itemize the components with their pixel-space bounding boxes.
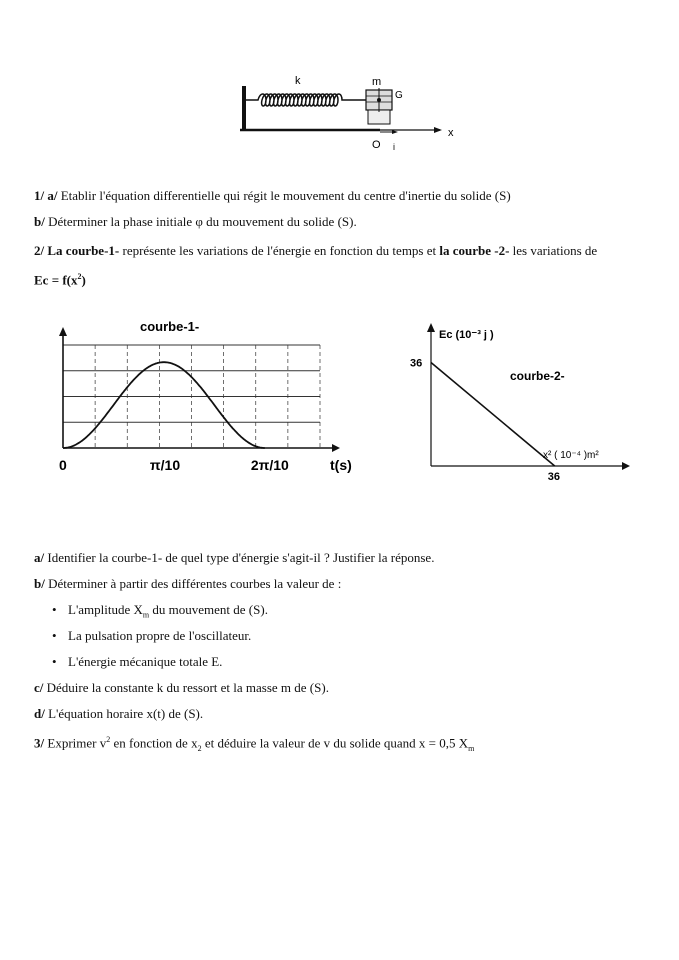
q1b-phi: φ [195, 214, 203, 229]
q3-number: 3/ [34, 735, 45, 751]
q1a-text: Etablir l'équation differentielle qui régit le mouvement du centre d'inertie du solide (S) [60, 188, 511, 203]
x-tick-label: 0 [59, 457, 67, 473]
q2b-text: Déterminer à partir des différentes courbes la valeur de : [48, 576, 342, 591]
chart-title: courbe-1- [140, 319, 200, 334]
x-axis-label: t(s) [330, 457, 352, 473]
q2d-number: d/ [34, 706, 45, 721]
bullet-pulsation: • La pulsation propre de l'oscillateur. [52, 628, 252, 643]
q2b [34, 575, 341, 592]
series-line-energie [63, 362, 265, 448]
q2a-number: a/ [34, 550, 45, 565]
x-tick-label: π/10 [149, 457, 181, 473]
q2-statement [34, 242, 597, 259]
chart-courbe-1 [45, 315, 375, 480]
q2b-number: b/ [34, 576, 45, 591]
q1a [34, 187, 511, 204]
q2-ec-equation: $Ec = f(x^2)$ [34, 272, 86, 288]
q2-text-1: représente les variations de l'énergie en fonction du temps et [122, 243, 437, 258]
q2-text-2: les variations de [512, 243, 598, 258]
chart-courbe-2 [395, 318, 645, 488]
q2c-text: Déduire la constante k du ressort et la masse m de (S). [46, 680, 329, 695]
spring [246, 94, 366, 106]
y-tick-label: 36 [410, 357, 423, 370]
bullet-amplitude: • L'amplitude $X_m$ du mouvement de (S). [52, 602, 268, 620]
x-axis-arrow [332, 444, 340, 452]
label-m: m [372, 76, 382, 88]
label-o: O [372, 139, 381, 151]
y-axis-arrow [427, 323, 435, 332]
y-axis-arrow [59, 327, 67, 336]
x-axis-arrow [622, 462, 630, 470]
spring-mass-figure [230, 70, 460, 160]
q2-curve1-label: La courbe-1- [47, 243, 120, 258]
bullet-dot: • [52, 602, 57, 617]
wall [242, 86, 246, 130]
q1b-text-1: Déterminer la phase initiale [48, 214, 193, 229]
x-tick-label: 2π/10 [250, 457, 289, 473]
x-axis-label: x² ( 10⁻⁴ )m² [543, 450, 599, 461]
q2-number: 2/ [34, 243, 45, 258]
x-tick-label: 36 [547, 471, 560, 483]
q3: 3/ Exprimer $v^2$ en fonction de $x_2$ et déduire la valeur de v du solide quand x = 0,5 $X_m$ [34, 735, 475, 753]
bullet-dot: • [52, 628, 57, 643]
q2c-number: c/ [34, 680, 44, 695]
label-g: G [395, 90, 403, 101]
q2-curve2-label: la courbe -2- [439, 243, 510, 258]
bullet-energie: • L'énergie mécanique totale E. [52, 654, 223, 669]
q1b-number: b/ [34, 214, 45, 229]
mass-lower-block [368, 110, 390, 124]
y-axis-label: Ec (10⁻³ j ) [439, 329, 494, 341]
q1b [34, 213, 357, 230]
q2d [34, 705, 203, 722]
q1b-text-2: du mouvement du solide (S). [206, 214, 357, 229]
bullet-dot: • [52, 654, 57, 669]
label-i: i [393, 142, 395, 152]
q2d-text: L'équation horaire x(t) de (S). [48, 706, 204, 721]
chart-title: courbe-2- [510, 369, 565, 383]
q2a [34, 549, 434, 566]
q2a-text: Identifier la courbe-1- de quel type d'énergie s'agit-il ? Justifier la réponse. [47, 550, 435, 565]
label-x: x [448, 127, 454, 139]
label-k: k [295, 75, 301, 87]
q1a-number: 1/ a/ [34, 188, 58, 203]
q2c [34, 679, 329, 696]
center-of-mass-g [377, 98, 381, 102]
